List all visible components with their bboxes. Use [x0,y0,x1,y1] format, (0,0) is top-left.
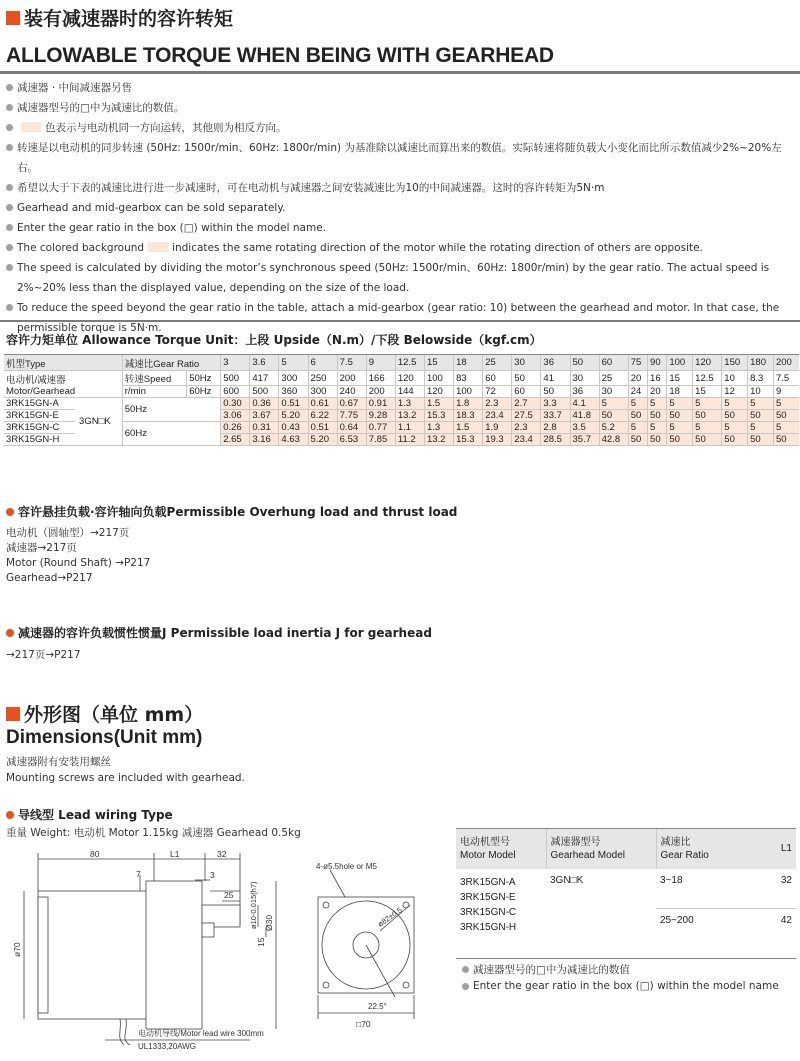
bullet-icon [6,204,13,211]
torque-cell: 5.2 [599,422,628,434]
torque-cell: 50 [748,434,774,446]
torque-cell: 1.9 [483,422,512,434]
dimensions-title-cn: 外形图（单位 mm） [6,700,203,727]
torque-cell: 4.63 [279,434,308,446]
torque-cell: 7.85 [366,434,395,446]
ref-line: Gearhead→P217 [6,572,93,584]
torque-cell: 0.51 [308,422,337,434]
footnote: Enter the gear ratio in the box (□) within the model name [462,980,779,992]
torque-cell: 5 [648,422,667,434]
ratio-cell: 7.5 [337,355,366,371]
note-item: 减速器型号的□中为减速比的数值。 [6,98,798,118]
speed-cell: 500 [250,386,279,398]
dim-label-80: 80 [90,849,100,859]
torque-cell: 0.64 [337,422,366,434]
speed-cell: 72 [483,386,512,398]
title-cn-text: 装有减速器时的容许转矩 [24,8,234,30]
torque-cell: 5.20 [279,410,308,422]
ratio-cell: 60 [599,355,628,371]
ratio-cell: 9 [366,355,395,371]
torque-cell: 3.3 [541,398,570,410]
speed-cell: 41 [541,371,570,386]
torque-cell: 5 [693,422,722,434]
torque-cell: 0.26 [221,422,250,434]
ref-line: Motor (Round Shaft) →P217 [6,557,151,569]
speed-cell: 360 [279,386,308,398]
ratio-cell: 36 [541,355,570,371]
note-item: 色表示与电动机同一方向运转，其他则为相反方向。 [6,118,798,138]
torque-cell: 13.2 [424,434,453,446]
dim-label-25: 25 [224,890,234,900]
torque-cell: 0.30 [221,398,250,410]
table-row: 25~200 42 [660,915,792,926]
dimension-drawing [0,845,450,1059]
model-type-header: 机型Type [4,355,122,371]
dim-label-15: 15 [256,937,266,947]
torque-cell: 15.3 [424,410,453,422]
table-row [4,386,799,398]
note-item: To reduce the speed beyond the gear ratio in the table, attach a mid-gearbox (gear ratio: 10) between the gearhead and motor. In that case, the permissible torque is 5N·m. [6,298,798,338]
torque-cell: 5 [748,398,774,410]
torque-cell: 50 [748,410,774,422]
torque-cell: 50 [628,434,647,446]
speed-cell: 15 [667,371,693,386]
torque-cell: 1.5 [424,398,453,410]
motor-model-cell: 3RK15GN-A [4,398,75,410]
ratio-cell: 100 [667,355,693,371]
torque-table [4,354,799,446]
hz-label: 50Hz [122,398,220,422]
torque-cell: 3.06 [221,410,250,422]
torque-cell: 6.53 [337,434,366,446]
speed-cell: 16 [648,371,667,386]
speed-cell: 7.5 [773,371,799,386]
torque-cell: 2.65 [221,434,250,446]
torque-cell: 50 [722,410,748,422]
lead-wiring-title: 导线型 Lead wiring Type [6,806,173,823]
ratio-cell: 75 [628,355,647,371]
torque-cell: 18.3 [454,410,483,422]
torque-cell: 1.3 [424,422,453,434]
torque-cell: 50 [628,410,647,422]
table-header-row: 电动机型号 Motor Model 减速器型号 Gearhead Model 减速比 Gear Ratio L1 [456,829,796,869]
speed-cell: 15 [693,386,722,398]
bullet-icon [462,966,469,973]
torque-cell: 50 [599,410,628,422]
dim-label-70: ø70 [12,942,22,957]
speed-cell: 12 [722,386,748,398]
ref-line: 电动机（圆轴型）→217页 [6,527,130,539]
dim-label-32: 32 [217,849,227,859]
speed-cell: 30 [570,371,599,386]
torque-cell: 27.5 [512,410,541,422]
torque-cell: 3.5 [570,422,599,434]
speed-label: 转速Speed [122,371,186,386]
weight-text: 重量 Weight: 电动机 Motor 1.15kg 减速器 Gearhead 0.5kg [6,827,301,839]
torque-cell: 5 [722,398,748,410]
hz-label: 50Hz [187,371,221,386]
model-table [456,828,796,957]
torque-cell: 35.7 [570,434,599,446]
overhung-refs [6,526,150,586]
speed-cell: 12.5 [693,371,722,386]
dim-label-30: Ø30 [264,914,274,931]
hole-label: 4-ø5.5hole or M5 [316,862,377,871]
speed-cell: 166 [366,371,395,386]
torque-cell: 50 [722,434,748,446]
torque-cell: 13.2 [395,410,424,422]
torque-cell: 1.5 [454,422,483,434]
torque-cell: 2.3 [512,422,541,434]
bullet-icon [6,244,13,251]
torque-cell: 15.3 [454,434,483,446]
header-divider [0,71,800,74]
speed-cell: 250 [308,371,337,386]
motor-gearhead-label: 电动机/减速器 Motor/Gearhead [4,371,122,398]
bullet-icon [6,144,13,151]
bullet-icon [6,224,13,231]
torque-cell: 6.22 [308,410,337,422]
note-item: The speed is calculated by dividing the motor’s synchronous speed (50Hz: 1500r/min、60Hz: 1800r/min) by the gear ratio. The actual speed is 2%~20% less than the displayed value, depending on the size of the load. [6,258,798,298]
torque-cell: 42.8 [599,434,628,446]
note-item: 转速是以电动机的同步转速 (50Hz: 1500r/min、60Hz: 1800r/min) 为基准除以减速比而算出来的数值。实际转速将随负载大小变化而比所示数值减少2%~20%左右。 [6,138,798,178]
torque-cell: 5 [667,422,693,434]
table-header-row [4,355,799,371]
speed-cell: 144 [395,386,424,398]
torque-cell: 0.61 [308,398,337,410]
notes-divider [0,320,800,322]
ratio-cell: 6 [308,355,337,371]
hz-label: 60Hz [187,386,221,398]
model-table-bottom-line [456,958,796,959]
speed-cell: 50 [541,386,570,398]
color-swatch [21,122,41,132]
table-row [4,371,799,386]
torque-cell: 3.67 [250,410,279,422]
speed-cell: 20 [628,371,647,386]
speed-cell: 500 [221,371,250,386]
torque-cell: 5 [628,422,647,434]
torque-cell: 0.77 [366,422,395,434]
torque-cell: 1.1 [395,422,424,434]
wire-label: 电动机导线/Motor lead wire 300mm [138,1029,264,1038]
torque-cell: 9.28 [366,410,395,422]
hz-label: 60Hz [122,422,220,446]
orange-dot-icon [6,629,14,637]
dimensions-subtitle-en: Mounting screws are included with gearhead. [6,772,245,784]
speed-cell: 100 [454,386,483,398]
gearhead-body [146,881,202,1029]
speed-cell: 8.3 [748,371,774,386]
speed-cell: 300 [279,371,308,386]
speed-cell: 200 [337,371,366,386]
torque-cell: 5 [667,398,693,410]
torque-cell: 0.67 [337,398,366,410]
speed-cell: 417 [250,371,279,386]
gearhead-cell: 3GN□K [75,398,122,446]
torque-cell: 23.4 [483,410,512,422]
bullet-icon [6,304,13,311]
overhung-title: 容许悬挂负载·容许轴向负载Permissible Overhung load and thrust load [6,503,457,520]
bullet-icon [6,184,13,191]
speed-cell: 83 [454,371,483,386]
torque-cell: 2.3 [483,398,512,410]
ratio-cell: 150 [722,355,748,371]
bullet-icon [6,124,13,131]
torque-cell: 2.8 [541,422,570,434]
speed-cell: 50 [512,371,541,386]
speed-cell: 10 [748,386,774,398]
orange-dot-icon [6,811,14,819]
speed-cell: 300 [308,386,337,398]
speed-cell: 9 [773,386,799,398]
torque-cell: 50 [773,410,799,422]
torque-cell: 0.36 [250,398,279,410]
wire-spec: UL1333,20AWG [138,1042,196,1051]
dim-label-7: 7 [136,869,141,879]
torque-cell: 11.2 [395,434,424,446]
torque-cell: 5 [773,422,799,434]
torque-cell: 50 [773,434,799,446]
ratio-cell: 12.5 [395,355,424,371]
bullet-icon [6,84,13,91]
ratio-cell: 30 [512,355,541,371]
torque-cell: 41.8 [570,410,599,422]
orange-dot-icon [6,508,14,516]
torque-cell: 5 [773,398,799,410]
notes-list [6,78,798,338]
lead-wire [120,1019,124,1045]
torque-cell: 28.5 [541,434,570,446]
dim-label-shaft-dia: ø10-0.015(h7) [249,881,258,929]
speed-cell: 20 [648,386,667,398]
note-item: The colored background indicates the same rotating direction of the motor while the rotating direction of others are opposite. [6,238,798,258]
square-bullet-icon [6,707,20,721]
torque-cell: 5 [648,398,667,410]
torque-cell: 5.20 [308,434,337,446]
note-item: 减速器 · 中间减速器另售 [6,78,798,98]
motor-body [38,891,154,1019]
speed-cell: 10 [722,371,748,386]
bullet-icon [6,104,13,111]
torque-table-title: 容许力矩单位 Allowance Torque Unit：上段 Upside（N.m）/下段 Belowside（kgf.cm） [6,333,542,347]
pcd-label: ø82±0.5 [375,905,404,929]
torque-cell: 5 [628,398,647,410]
torque-cell: 1.3 [395,398,424,410]
inertia-title: 减速器的容许负载惯性惯量J Permissible load inertia J for gearhead [6,624,432,641]
square-bullet-icon [6,11,20,25]
motor-model-cell: 3RK15GN-H [4,434,75,446]
table-row [4,422,799,434]
torque-cell: 50 [667,434,693,446]
dim-label-3: 3 [210,870,215,880]
note-item: Gearhead and mid-gearbox can be sold separately. [6,198,798,218]
bullet-icon [6,264,13,271]
torque-cell: 19.3 [483,434,512,446]
section-title-cn [6,4,233,31]
motor-model-cell: 3RK15GN-E [4,410,75,422]
motor-model-cell: 3RK15GN-C [4,422,75,434]
ratio-cell: 180 [748,355,774,371]
torque-cell: 5 [693,398,722,410]
dimensions-title-en: Dimensions(Unit mm) [6,727,203,748]
torque-cell: 5 [748,422,774,434]
speed-unit: r/min [122,386,186,398]
dimensions-subtitle: 减速器附有安装用螺丝 [6,756,111,768]
ref-line: 减速器→217页 [6,542,77,554]
torque-cell: 50 [648,434,667,446]
torque-cell: 0.91 [366,398,395,410]
torque-cell: 50 [667,410,693,422]
speed-cell: 120 [395,371,424,386]
torque-cell: 5 [599,398,628,410]
speed-cell: 60 [483,371,512,386]
gear-ratio-header: 减速比Gear Ratio [122,355,220,371]
torque-cell: 23.4 [512,434,541,446]
speed-cell: 120 [424,386,453,398]
ratio-cell: 3.6 [250,355,279,371]
footnote: 减速器型号的□中为减速比的数值 [462,962,630,977]
section-title-en: ALLOWABLE TORQUE WHEN BEING WITH GEARHEAD [6,44,554,67]
speed-cell: 30 [599,386,628,398]
ratio-cell: 18 [454,355,483,371]
torque-cell: 33.7 [541,410,570,422]
dim-label-l1: L1 [170,849,180,859]
torque-cell: 2.7 [512,398,541,410]
color-swatch [148,242,168,252]
speed-cell: 100 [424,371,453,386]
torque-cell: 50 [693,434,722,446]
torque-cell: 1.8 [454,398,483,410]
speed-cell: 36 [570,386,599,398]
torque-cell: 5 [722,422,748,434]
torque-cell: 3.16 [250,434,279,446]
ratio-cell: 50 [570,355,599,371]
speed-cell: 240 [337,386,366,398]
note-item: 希望以大于下表的减速比进行进一步减速时，可在电动机与减速器之间安装减速比为10的中间减速器。这时的容许转矩为5N·m [6,178,798,198]
torque-cell: 0.43 [279,422,308,434]
ratio-cell: 120 [693,355,722,371]
ratio-cell: 90 [648,355,667,371]
torque-cell: 7.75 [337,410,366,422]
torque-cell: 0.31 [250,422,279,434]
speed-cell: 600 [221,386,250,398]
speed-cell: 60 [512,386,541,398]
inertia-ref: →217页→P217 [6,649,81,661]
table-row: 3RK15GN-A 3RK15GN-E 3RK15GN-C 3RK15GN-H 3GN□K 3~18 32 [456,869,796,909]
ratio-cell: 25 [483,355,512,371]
torque-cell: 4.1 [570,398,599,410]
ratio-cell: 15 [424,355,453,371]
speed-cell: 200 [366,386,395,398]
square-70-label: □70 [356,1019,371,1029]
ratio-cell: 5 [279,355,308,371]
ratio-cell: 3 [221,355,250,371]
torque-cell: 0.51 [279,398,308,410]
torque-cell: 50 [693,410,722,422]
note-item: Enter the gear ratio in the box (□) within the model name. [6,218,798,238]
table-row [4,398,799,410]
torque-cell: 50 [648,410,667,422]
speed-cell: 24 [628,386,647,398]
speed-cell: 25 [599,371,628,386]
ratio-cell: 200 [773,355,799,371]
angle-label: 22.5° [368,1002,387,1011]
speed-cell: 18 [667,386,693,398]
bullet-icon [462,983,469,990]
